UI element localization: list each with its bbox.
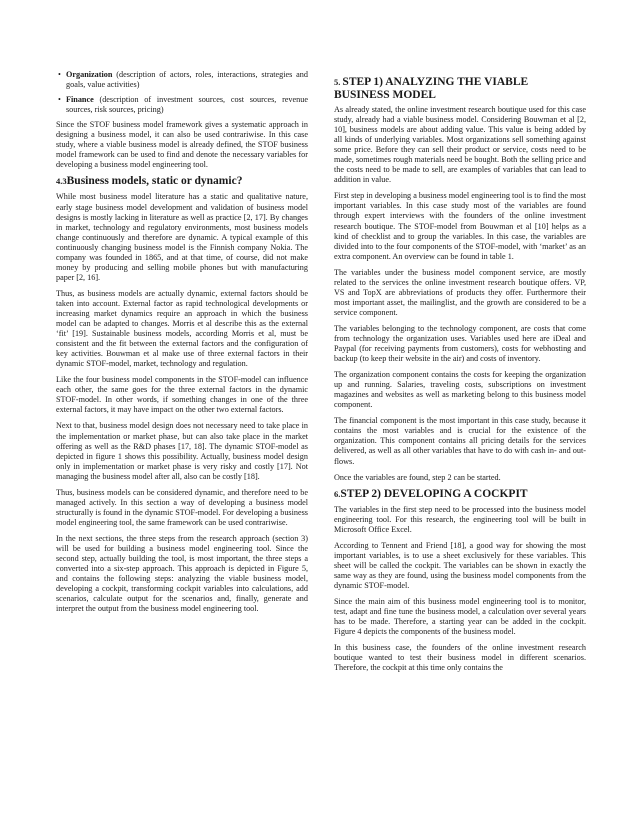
paragraph: The organization component contains the costs for keeping the organization up and running. Salaries, traveling costs, subscriptions on investment magazines and websites as well as marketing belong to this business model component. bbox=[334, 370, 586, 410]
paragraph: The variables in the first step need to be processed into the business model engineering tool. For this research, the engineering tool will be built in Microsoft Office Excel. bbox=[334, 504, 586, 534]
bullet-text: (description of actors, roles, interactions, strategies and goals, value activities) bbox=[66, 70, 308, 90]
bullet-term: Finance bbox=[66, 95, 94, 105]
paragraph: In the next sections, the three steps from the research approach (section 3) will be used for building a business model engineering tool. Since the second step, actually building the tool, is most important, the three steps a converted into a six-step approach. This approach is depicted in Figure 5, and contains the following steps: analyzing the viable business model, developing a cockpit, transforming cockpit variables into calculations, add scenarios, calculate output for the scenarios and, finally, generate and interpret the output from the business model engineering tool. bbox=[56, 533, 308, 614]
paragraph: The variables under the business model component service, are mostly related to the services the online investment research boutique offers. VP, VS and TopX are abbreviations of products they offer. Furthermore their most important asset, the mailinglist, and the growth are considered to be a service component. bbox=[334, 267, 586, 317]
section-heading-5 bbox=[334, 76, 586, 102]
section-number: 5. bbox=[334, 77, 341, 87]
bullet-dot: • bbox=[58, 70, 61, 79]
bullet-dot: • bbox=[58, 95, 61, 105]
paragraph: Once the variables are found, step 2 can be started. bbox=[334, 472, 501, 482]
paragraph: While most business model literature has a static and qualitative nature, early stage business model development and validation of business model designs is mostly lacking in literature as well as practice [2, 17]. By changes in market, technology and regulatory environments, most business models change continuously and therefore are dynamic. A typical example of this continuously changing business model is the Finnish company Nokia. The company was founded in 1865, and at that time, of course, did not make money by producing and selling mobile phones but with manufacturing paper [2, 16]. bbox=[56, 192, 308, 282]
paragraph: Since the main aim of this business model engineering tool is to monitor, test, adapt and fine tune the business model, a calculation over several years has to be made. Therefore, a starting year can be added in the cockpit. Figure 4 depicts the components of the business model. bbox=[334, 597, 586, 637]
paragraph: Thus, as business models are actually dynamic, external factors should be taken into account. External factor as rapid technological developments or increasing market dynamics require an approach in which the business model can be adapted to changes. Morris et al describe this as the external ‘fit’ [19]. Sustainable business models, according Morris et al, must be consistent and the fit between the external factors and the configuration of key activities. Bouwman et al make use of three external factors in their dynamic STOF-model, market, technology and regulation. bbox=[56, 288, 308, 369]
paragraph: First step in developing a business model engineering tool is to find the most important variables. In this case study most of the variables are found through expert interviews with the founders of the online investment research boutique. The STOF-model from Bouwman et al [10] helps as a kind of checklist and to group the variables. In this case, the variables are divided into to the four components of the STOF-model, with ‘market’ as an extra component. An overview can be found in table 1. bbox=[334, 191, 586, 261]
paragraph: As already stated, the online investment research boutique used for this case study, already had a viable business model. Considering Bouwman et al [2, 10], business models are about adding value. This value is being added by all kinds of underlying variables. Most organizations sell something against some price. Before they can sell their product or service, costs need to be made, sometimes rough materials need be bought. Both the selling price and the costs need to be made to sell, are examples of variables that can lead to addition in value. bbox=[334, 105, 586, 185]
section-title: STEP 1) ANALYZING THE VIABLE BUSINESS MODEL bbox=[334, 76, 529, 101]
section-heading-6 bbox=[334, 489, 586, 500]
section-title: STEP 2) DEVELOPING A COCKPIT bbox=[340, 487, 528, 500]
left-column bbox=[56, 70, 308, 620]
right-column bbox=[334, 76, 586, 679]
bullet-term: Organization bbox=[66, 70, 113, 79]
section-number: 6. bbox=[334, 488, 341, 499]
section-number: 4.3 bbox=[56, 176, 67, 187]
section-title: Business models, static or dynamic? bbox=[66, 175, 243, 188]
paragraph: The financial component is the most important in this case study, because it contains the most variables and is crucial for the existence of the organization. This component contains all pricing details for the services delivered, as well as all other variables that have to do with cash in- and out-flows. bbox=[334, 416, 586, 466]
paragraph: The variables belonging to the technology component, are costs that come from technology the organization uses. Variables used here are iDeal and Paypal (for receiving payments from customers), costs for webhosting and backup (to keep their website in the air) and costs of inventory. bbox=[334, 323, 586, 364]
paragraph: Like the four business model components in the STOF-model can influence each other, the same goes for the three external factors in the dynamic STOF-model. In other words, if something changes in one of the three external factors, it may have impact on the other two external factors. bbox=[56, 375, 308, 415]
paragraph: According to Tennent and Friend [18], a good way for showing the most important variables, is to use a sheet exclusively for these variables. This sheet will be called the cockpit. The variables can be shown in exactly the same way as they are found, using the business model components from the dynamic STOF-model. bbox=[334, 540, 586, 590]
section-heading-4-3 bbox=[56, 176, 308, 187]
bullet-organization bbox=[56, 70, 308, 90]
bullet-text: (description of investment sources, cost sources, revenue sources, risk sources, pricing) bbox=[66, 95, 308, 115]
paragraph: Since the STOF business model framework gives a systematic approach in designing a business model, it can also be used contrariwise. In this case study, where a viable business model is already defined, the STOF business model framework can be used to find and denote the necessary variables for developing a business model engineering tool. bbox=[56, 120, 308, 170]
paragraph: Thus, business models can be considered dynamic, and therefore need to be managed actively. In this section a way of developing a business model structurally is found in the dynamic STOF-model. For developing a business model engineering tool, the same framework can be used contrariwise. bbox=[56, 487, 308, 527]
paragraph: In this business case, the founders of the online investment research boutique wanted to test their business model in different scenarios. Therefore, the cockpit at this time only contains the bbox=[334, 643, 586, 673]
bullet-finance bbox=[56, 95, 308, 115]
paragraph: Next to that, business model design does not necessary need to take place in the implementation or market phase, but can also take place in the market offering as well as the R&D phases [17, 18]. The dynamic STOF-model as depicted in figure 1 shows this possibility. Actually, business model design only in implementation or market phase is very risky and costly [17]. Not managing the business model after all, also can be costly [18]. bbox=[56, 421, 308, 481]
